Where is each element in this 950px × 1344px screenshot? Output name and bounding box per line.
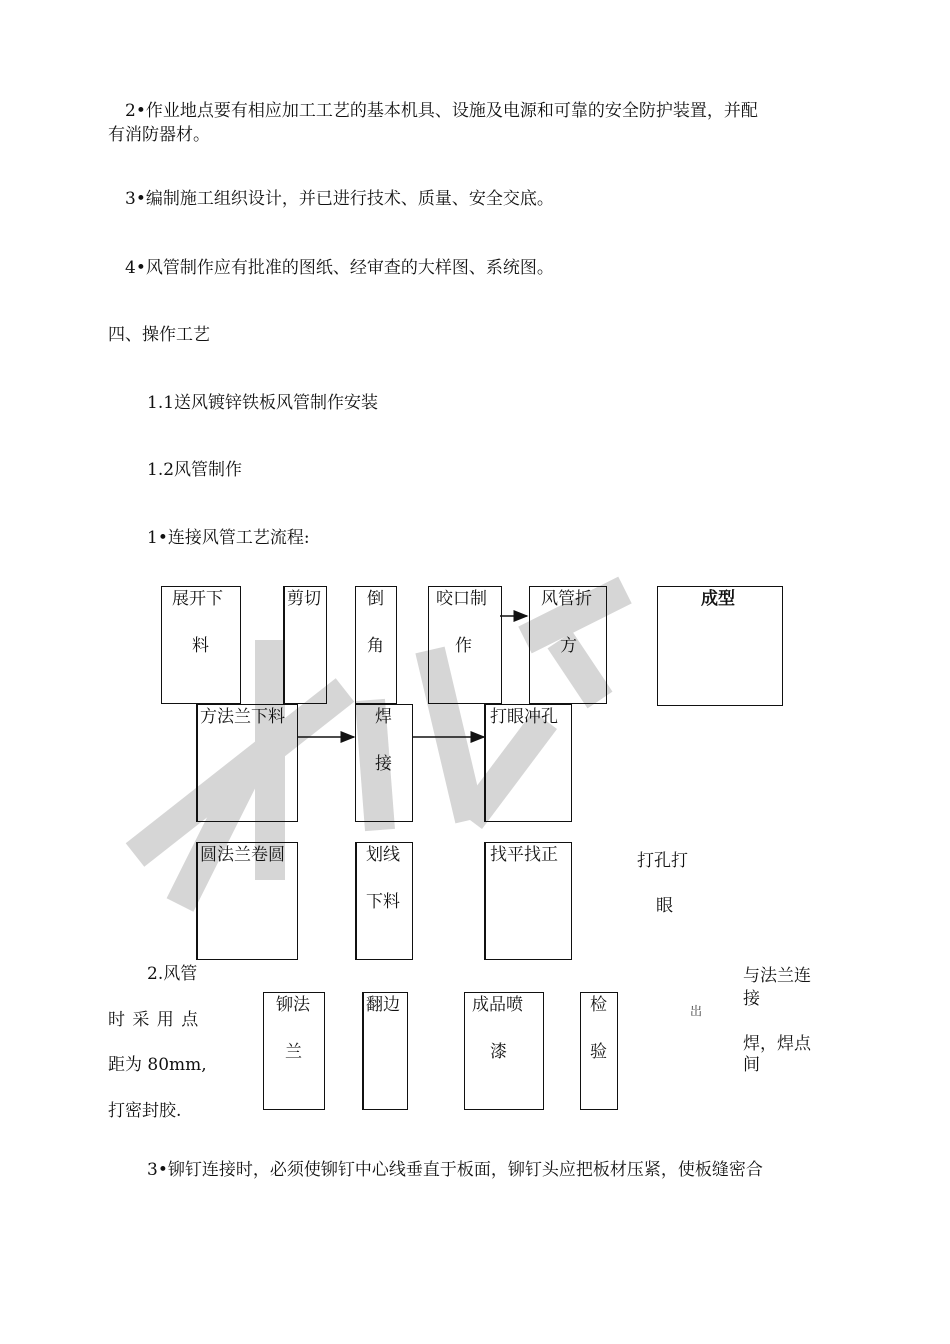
fragment-2-title: 2.风管 bbox=[147, 964, 198, 984]
flow-label-maofalan-2: 兰 bbox=[285, 1042, 302, 1062]
fragment-2-line3: 打密封胶. bbox=[108, 1101, 182, 1121]
flow-label-daojiao-2: 角 bbox=[367, 636, 384, 656]
flow-label-dakong-2: 眼 bbox=[656, 896, 673, 916]
flow-label-chengpin-2: 漆 bbox=[490, 1042, 507, 1062]
paragraph-2-line2: 有消防器材。 bbox=[108, 125, 210, 145]
flow-label-hanjie-2: 接 bbox=[375, 754, 392, 774]
flow-label-daojiao-1: 倒 bbox=[367, 589, 384, 609]
flow-label-jianyan-2: 验 bbox=[590, 1042, 607, 1062]
fragment-right-line4: 间 bbox=[743, 1055, 760, 1075]
flow-label-zhankai-1: 展开下 bbox=[172, 589, 223, 609]
flow-intro: 1•连接风管工艺流程: bbox=[147, 528, 310, 548]
flow-label-huaxian-1: 划线 bbox=[366, 845, 400, 865]
flow-label-yaokou-1: 咬口制 bbox=[436, 589, 487, 609]
flow-label-dakong-1: 打孔打 bbox=[637, 851, 688, 871]
flow-label-jianyan-1: 检 bbox=[590, 995, 607, 1015]
paragraph-3: 3•编制施工组织设计，并已进行技术、质量、安全交底。 bbox=[125, 189, 554, 209]
flow-label-fengguan-1: 风管折 bbox=[541, 589, 592, 609]
flow-label-zhaoping: 找平找正 bbox=[490, 845, 558, 865]
flow-label-jianqie: 剪切 bbox=[287, 589, 321, 609]
flow-label-dayan: 打眼冲孔 bbox=[490, 707, 558, 727]
fragment-right-line1: 与法兰连 bbox=[743, 966, 811, 986]
flow-label-fangfalan: 方法兰下料 bbox=[200, 707, 285, 727]
paragraph-2-line1: 2•作业地点要有相应加工工艺的基本机具、设施及电源和可靠的安全防护装置，并配 bbox=[125, 101, 758, 121]
paragraph-bottom: 3•铆钉连接时，必须使铆钉中心线垂直于板面，铆钉头应把板材压紧，使板缝密合 bbox=[147, 1160, 763, 1180]
flow-label-chengxing: 成型 bbox=[701, 589, 735, 609]
flow-label-hanjie-1: 焊 bbox=[375, 707, 392, 727]
fragment-2-line1: 时 采 用 点 bbox=[108, 1010, 200, 1030]
flow-label-maofalan-1: 铆法 bbox=[276, 995, 310, 1015]
flow-label-fengguan-2: 方 bbox=[560, 636, 577, 656]
fragment-right-line2: 接 bbox=[743, 989, 760, 1009]
flow-label-chengpin-1: 成品喷 bbox=[472, 995, 523, 1015]
flow-label-yuanfalan: 圆法兰卷圆 bbox=[200, 845, 285, 865]
subsection-1-2: 1.2风管制作 bbox=[147, 460, 243, 480]
paragraph-4: 4•风管制作应有批准的图纸、经审查的大样图、系统图。 bbox=[125, 258, 554, 278]
fragment-2-line2: 距为 80mm, bbox=[108, 1055, 207, 1075]
flow-label-zhankai-2: 料 bbox=[192, 636, 209, 656]
subsection-1-1: 1.1送风镀锌铁板风管制作安装 bbox=[147, 393, 379, 413]
flow-label-huaxian-2: 下料 bbox=[366, 892, 400, 912]
flow-label-fanbian: 翻边 bbox=[366, 995, 400, 1015]
stray-fragment: 岀 bbox=[690, 1004, 703, 1018]
flow-label-yaokou-2: 作 bbox=[455, 636, 472, 656]
section-heading-4: 四、操作工艺 bbox=[108, 325, 210, 345]
fragment-right-line3: 焊，焊点 bbox=[743, 1034, 811, 1054]
